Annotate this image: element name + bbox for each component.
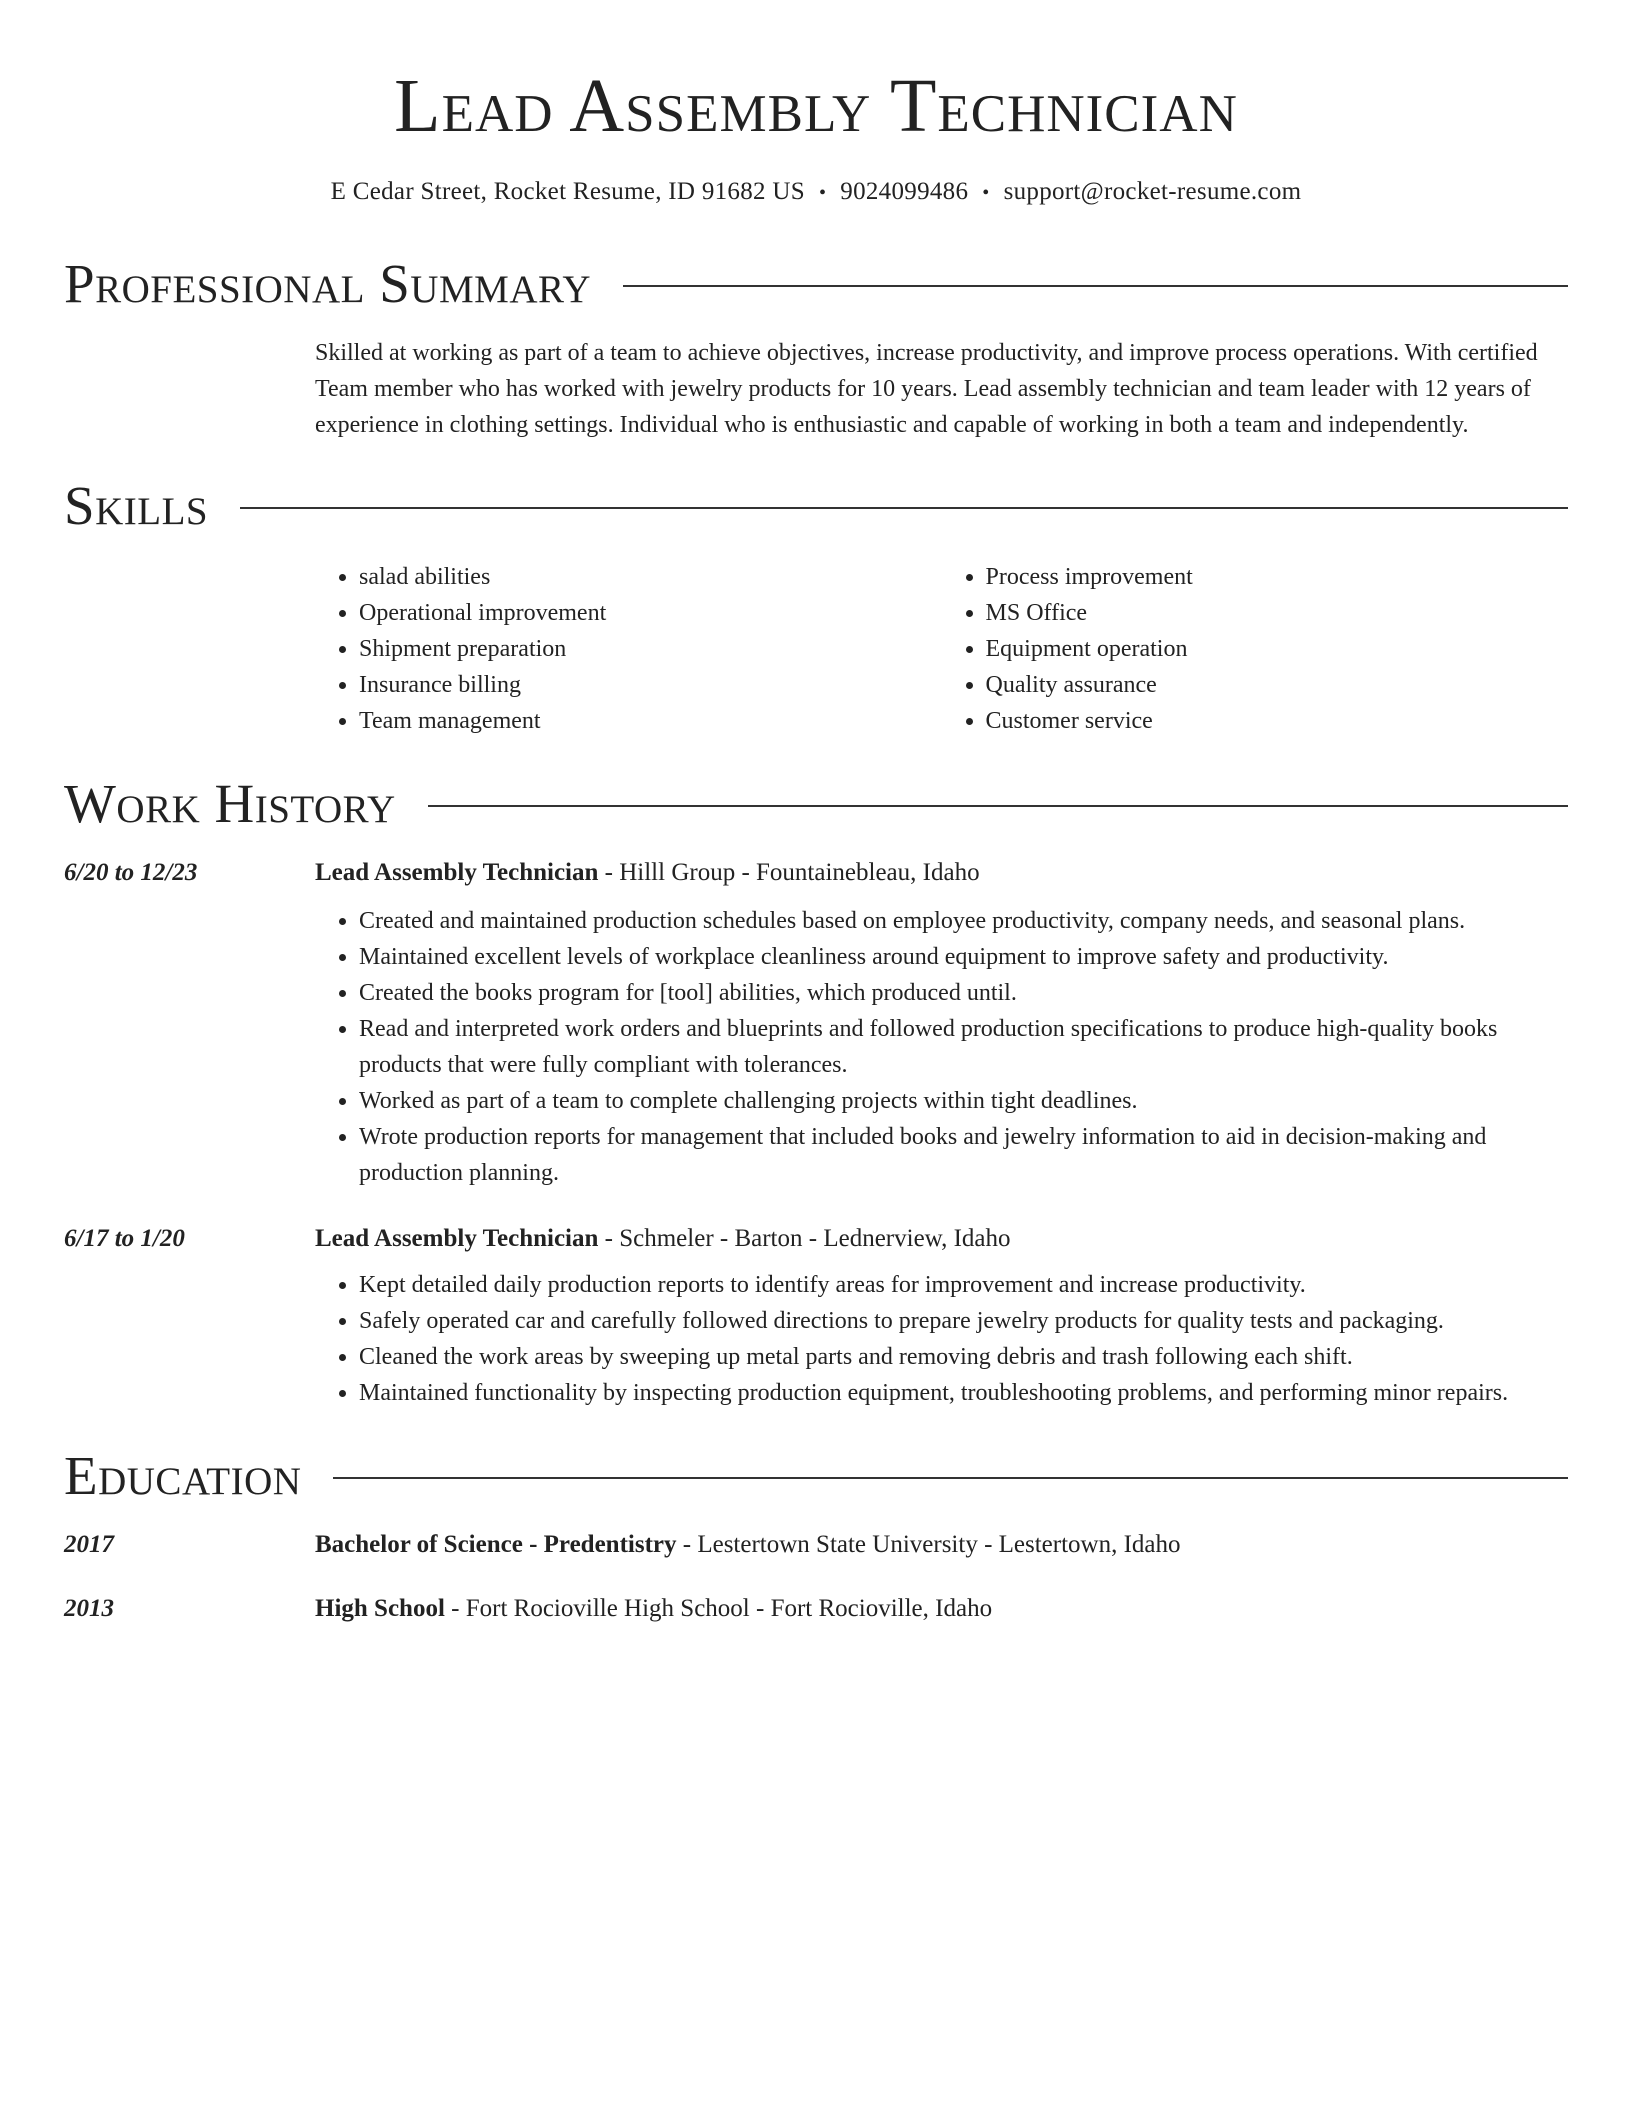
contact-line	[64, 176, 1568, 209]
education-year: 2013	[64, 1595, 114, 1622]
summary-section-title: Professional Summary	[64, 253, 592, 314]
skill-item: • Operational improvement	[359, 595, 942, 631]
skill-item: • Process improvement	[986, 559, 1569, 595]
skill-item: • Customer service	[986, 703, 1569, 739]
work-section-header	[64, 769, 1568, 839]
resume-page	[64, 0, 1568, 1623]
skills-column-left	[315, 559, 942, 739]
contact-separator: •	[818, 182, 827, 204]
job-bullets	[315, 1267, 1568, 1411]
education-title-line	[315, 1595, 992, 1623]
job-header	[64, 1225, 1568, 1253]
skills-section-title: Skills	[64, 475, 209, 536]
job-bullet-list	[315, 1267, 1568, 1411]
section-divider	[333, 1477, 1568, 1479]
job-bullets	[315, 903, 1568, 1191]
education-details: - Fort Rocioville High School - Fort Rocioville, Idaho	[444, 1595, 993, 1622]
education-section-title: Education	[64, 1445, 302, 1506]
job-bullet: • Read and interpreted work orders and blueprints and followed production specifications to produce high-quality books products that were fully compliant with tolerances.	[359, 1011, 1568, 1083]
skill-item: • Equipment operation	[986, 631, 1569, 667]
summary-section-header	[64, 249, 1568, 319]
job-details: - Hilll Group - Fountainebleau, Idaho	[598, 859, 980, 886]
job-role: Lead Assembly Technician	[315, 1225, 599, 1252]
education-degree: Bachelor of Science - Predentistry	[315, 1531, 677, 1558]
education-title-line	[315, 1531, 1181, 1559]
section-divider	[428, 805, 1568, 807]
skill-item: • MS Office	[986, 595, 1569, 631]
job-bullet-list	[315, 903, 1568, 1191]
job-details: - Schmeler - Barton - Lednerview, Idaho	[598, 1225, 1011, 1252]
job-title-line	[315, 859, 980, 887]
education-entry	[64, 1531, 1568, 1559]
section-divider	[240, 507, 1568, 509]
job-bullet: • Maintained excellent levels of workplace cleanliness around equipment to improve safety and productivity.	[359, 939, 1568, 975]
skill-item: • Shipment preparation	[359, 631, 942, 667]
education-year: 2017	[64, 1531, 114, 1558]
contact-separator: •	[982, 182, 990, 204]
skill-item: • salad abilities	[359, 559, 942, 595]
skill-item: • Quality assurance	[986, 667, 1569, 703]
job-bullet: • Created and maintained production schedules based on employee productivity, company needs, and seasonal plans.	[359, 903, 1568, 939]
job-bullet: • Worked as part of a team to complete challenging projects within tight deadlines.	[359, 1083, 1568, 1119]
job-bullet: • Cleaned the work areas by sweeping up metal parts and removing debris and trash following each shift.	[359, 1339, 1568, 1375]
skills-list	[315, 559, 1568, 739]
job-title-line	[315, 1225, 1011, 1253]
job-bullet: • Safely operated car and carefully followed directions to prepare jewelry products for quality tests and packaging.	[359, 1303, 1568, 1339]
resume-name: Lead Assembly Technician	[394, 64, 1238, 148]
skill-item: • Insurance billing	[359, 667, 942, 703]
job-bullet: • Kept detailed daily production reports to identify areas for improvement and increase productivity.	[359, 1267, 1568, 1303]
skills-section-header	[64, 471, 1568, 541]
education-section-header	[64, 1441, 1568, 1511]
job-header	[64, 859, 1568, 887]
job-entry	[64, 859, 1568, 1191]
job-bullet: • Wrote production reports for management that included books and jewelry information to aid in decision-making and production planning.	[359, 1119, 1568, 1191]
summary-text: Skilled at working as part of a team to achieve objectives, increase productivity, and improve process operations. With certified Team member who has worked with jewelry products for 10 years. Lead assembly technician and team leader with 12 years of experience in clothing settings. Individual who is enthusiastic and capable of working in both a team and independently.	[315, 340, 1538, 438]
education-details: - Lestertown State University - Lestertown, Idaho	[676, 1531, 1181, 1558]
contact-phone: 9024099486	[840, 178, 969, 205]
contact-address: E Cedar Street, Rocket Resume, ID 91682 US	[330, 178, 805, 205]
education-entry	[64, 1595, 1568, 1623]
summary-body	[315, 335, 1568, 443]
work-section-title: Work History	[64, 773, 396, 834]
job-entry	[64, 1225, 1568, 1411]
job-bullet: • Created the books program for [tool] abilities, which produced until.	[359, 975, 1568, 1011]
job-bullet: • Maintained functionality by inspecting production equipment, troubleshooting problems, and performing minor repairs.	[359, 1375, 1568, 1411]
contact-email: support@rocket-resume.com	[1003, 178, 1302, 205]
job-role: Lead Assembly Technician	[315, 859, 599, 886]
job-dates: 6/17 to 1/20	[64, 1225, 185, 1252]
skill-item: • Team management	[359, 703, 942, 739]
education-degree: High School	[315, 1595, 445, 1622]
section-divider	[623, 285, 1568, 287]
skills-column-right	[942, 559, 1569, 739]
job-dates: 6/20 to 12/23	[64, 859, 198, 886]
